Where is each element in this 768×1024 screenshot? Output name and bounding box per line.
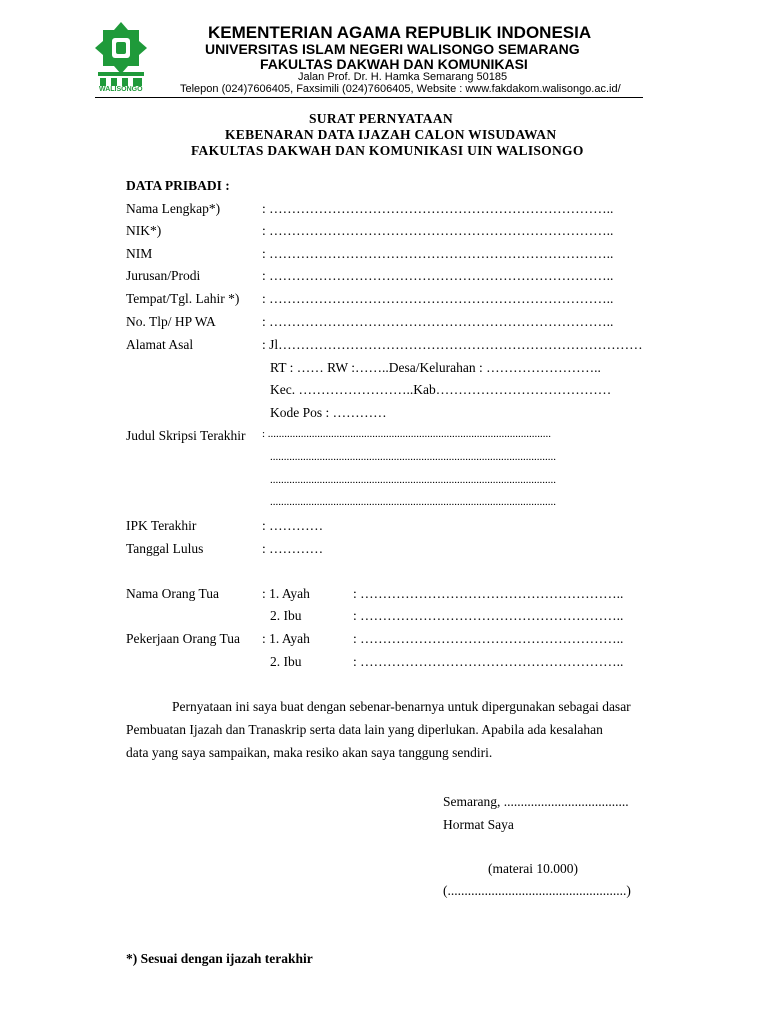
field-fill: : ………………………………………………………………….. [262,314,614,329]
field-label: NIM [126,246,153,261]
mother-name-fill: : ………………………………………………….. [353,608,624,623]
faculty-name: FAKULTAS DAKWAH DAN KOMUNIKASI [260,56,528,72]
address-street-fill: : Jl……………………………………………………………………… [262,337,643,352]
field-label: Nama Lengkap*) [126,201,221,216]
thesis-fill-1: : ....................................................................................................... [262,428,552,440]
address-postcode-fill: Kode Pos : ………… [270,405,387,420]
ipk-label: IPK Terakhir [126,518,197,533]
mother-label: 2. Ibu [270,608,302,623]
doc-title-line3: FAKULTAS DAKWAH DAN KOMUNIKASI UIN WALISONGO [191,143,584,158]
footnote: *) Sesuai dengan ijazah terakhir [126,951,313,966]
father-label: : 1. Ayah [262,631,310,646]
field-fill: : ………………………………………………………………….. [262,268,614,283]
thesis-fill-3: ........................................................................................................ [270,474,556,486]
ministry-name: KEMENTERIAN AGAMA REPUBLIK INDONESIA [208,23,592,42]
field-label: Tempat/Tgl. Lahir *) [126,291,240,306]
faculty-address: Jalan Prof. Dr. H. Hamka Semarang 50185 [298,71,508,83]
field-fill: : ………………………………………………………………….. [262,201,614,216]
signature-name-line: (.....................................................) [443,883,631,898]
field-label: No. Tlp/ HP WA [126,314,216,329]
logo-caption: WALISONGO [99,86,143,93]
field-fill: : ………………………………………………………………….. [262,291,614,306]
father-job-fill: : ………………………………………………….. [353,631,624,646]
statement-line-2: Pembuatan Ijazah dan Tranaskrip serta data lain yang diperlukan. Apabila ada kesalahan [126,722,603,737]
university-logo [92,20,150,98]
address-kec-kab-fill: Kec. ……………………..Kab………………………………… [270,382,612,397]
father-label: : 1. Ayah [262,586,310,601]
address-rt-rw-fill: RT : …… RW :……..Desa/Kelurahan : …………………….. [270,360,601,375]
statement-line-3: data yang saya sampaikan, maka resiko akan saya tanggung sendiri. [126,745,493,760]
signature-place-date: Semarang, ..................................... [443,794,629,809]
mother-label: 2. Ibu [270,654,302,669]
graduation-fill: : ………… [262,541,324,556]
ipk-fill: : ………… [262,518,324,533]
field-label: Jurusan/Prodi [126,268,201,283]
faculty-contact: Telepon (024)7606405, Faxsimili (024)7606405, Website : www.fakdakom.walisongo.ac.id/ [180,83,621,95]
parent-job-label: Pekerjaan Orang Tua [126,631,240,646]
thesis-label: Judul Skripsi Terakhir [126,428,246,443]
header-divider [95,97,643,98]
mother-job-fill: : ………………………………………………….. [353,654,624,669]
father-name-fill: : ………………………………………………….. [353,586,624,601]
thesis-fill-2: ........................................................................................................ [270,451,556,463]
parent-name-label: Nama Orang Tua [126,586,219,601]
stamp-note: (materai 10.000) [488,861,578,876]
field-fill: : ………………………………………………………………….. [262,246,614,261]
statement-line-1: Pernyataan ini saya buat dengan sebenar-benarnya untuk dipergunakan sebagai dasar [172,699,631,714]
graduation-label: Tanggal Lulus [126,541,204,556]
field-fill: : ………………………………………………………………….. [262,223,614,238]
signature-closing: Hormat Saya [443,817,514,832]
section-heading: DATA PRIBADI : [126,178,230,193]
university-name: UNIVERSITAS ISLAM NEGERI WALISONGO SEMARANG [205,41,580,57]
doc-title-line2: KEBENARAN DATA IJAZAH CALON WISUDAWAN [225,127,557,142]
address-label: Alamat Asal [126,337,194,352]
field-label: NIK*) [126,223,162,238]
thesis-fill-4: ........................................................................................................ [270,496,556,508]
doc-title-line1: SURAT PERNYATAAN [309,111,453,126]
